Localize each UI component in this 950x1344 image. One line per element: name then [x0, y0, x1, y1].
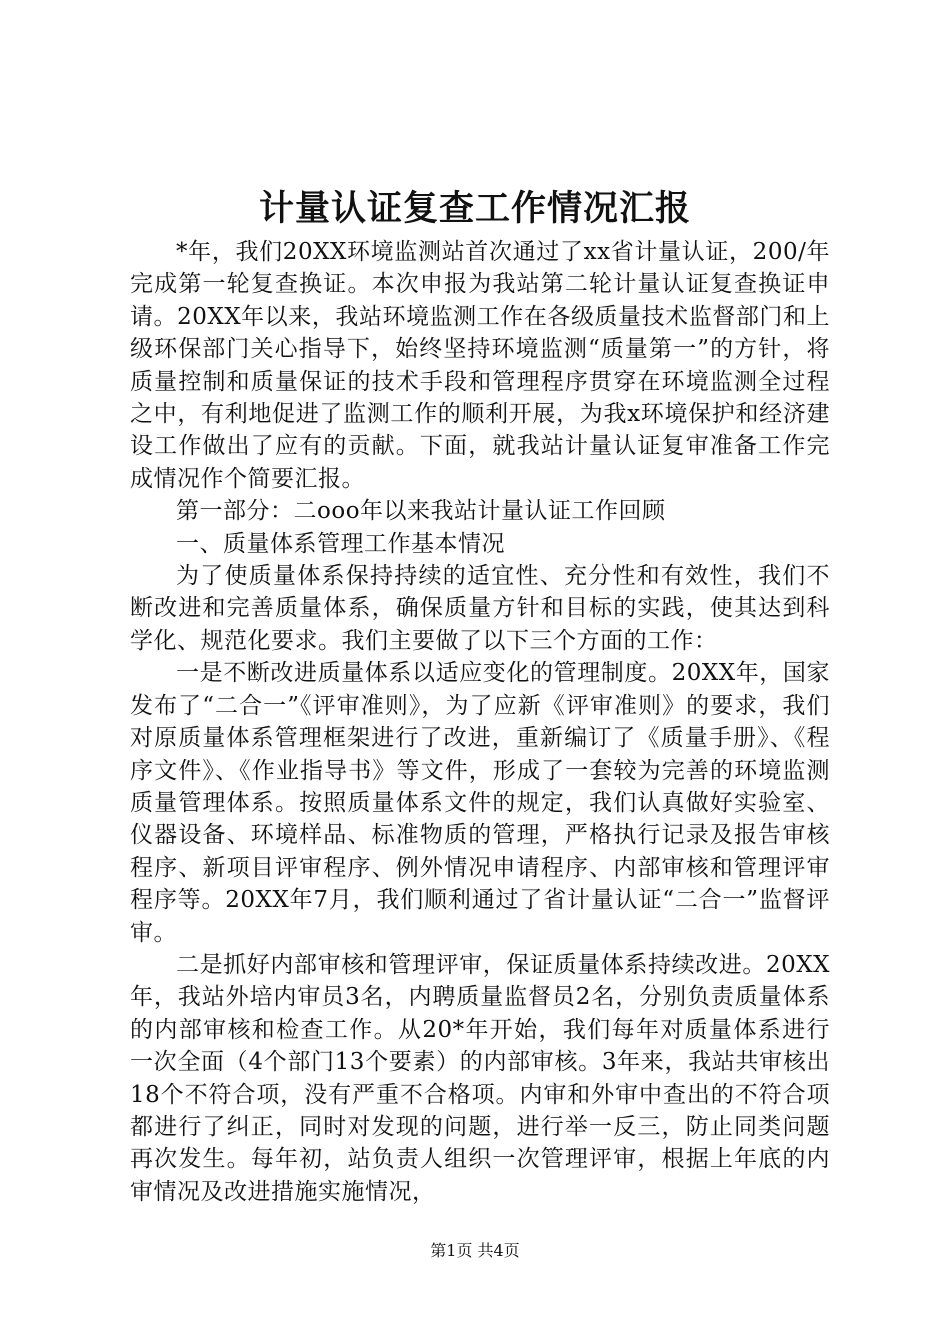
paragraph-point-two: 二是抓好内部审核和管理评审，保证质量体系持续改进。20XX年，我站外培内审员3名，内聘质量监督员2名，分别负责质量体系的内部审核和检查工作。从20*年开始，我们每年对质量体系进行一次全面（4个部门13个要素）的内部审核。3年来，我站共审核出18个不符合项，没有严重不合格项。内审和外审中查出的不符合项都进行了纠正，同时对发现的问题，进行举一反三，防止同类问题再次发生。每年初，站负责人组织一次管理评审，根据上年底的内审情况及改进措施实施情况，	[130, 951, 830, 1205]
subsection-heading: 一、质量体系管理工作基本情况	[176, 530, 505, 557]
section-heading-part-one: 第一部分：二ooo年以来我站计量认证工作回顾	[176, 498, 666, 525]
document-body	[130, 236, 830, 1208]
paragraph-intro: *年，我们20XX环境监测站首次通过了xx省计量认证，200/年完成第一轮复查换证。本次申报为我站第二轮计量认证复查换证申请。20XX年以来，我站环境监测工作在各级质量技术监督部门和上级环保部门关心指导下，始终坚持环境监测“质量第一”的方针，将质量控制和质量保证的技术手段和管理程序贯穿在环境监测全过程之中，有利地促进了监测工作的顺利开展，为我x环境保护和经济建设工作做出了应有的贡献。下面，就我站计量认证复审准备工作完成情况作个简要汇报。	[130, 239, 830, 492]
paragraph-quality-system: 为了使质量体系保持持续的适宜性、充分性和有效性，我们不断改进和完善质量体系，确保质量方针和目标的实践，使其达到科学化、规范化要求。我们主要做了以下三个方面的工作：	[130, 563, 830, 654]
paragraph-point-one: 一是不断改进质量体系以适应变化的管理制度。20XX年，国家发布了“二合一”《评审准则》，为了应新《评审准则》的要求，我们对原质量体系管理框架进行了改进，重新编订了《质量手册》、《程序文件》、《作业指导书》等文件，形成了一套较为完善的环境监测质量管理体系。按照质量体系文件的规定，我们认真做好实验室、仪器设备、环境样品、标准物质的管理，严格执行记录及报告审核程序、新项目评审程序、例外情况申请程序、内部审核和管理评审程序等。20XX年7月，我们顺利通过了省计量认证“二合一”监督评审。	[130, 660, 830, 946]
page-footer: 第1页 共4页	[430, 1241, 520, 1260]
document-title: 计量认证复查工作情况汇报	[258, 188, 691, 229]
